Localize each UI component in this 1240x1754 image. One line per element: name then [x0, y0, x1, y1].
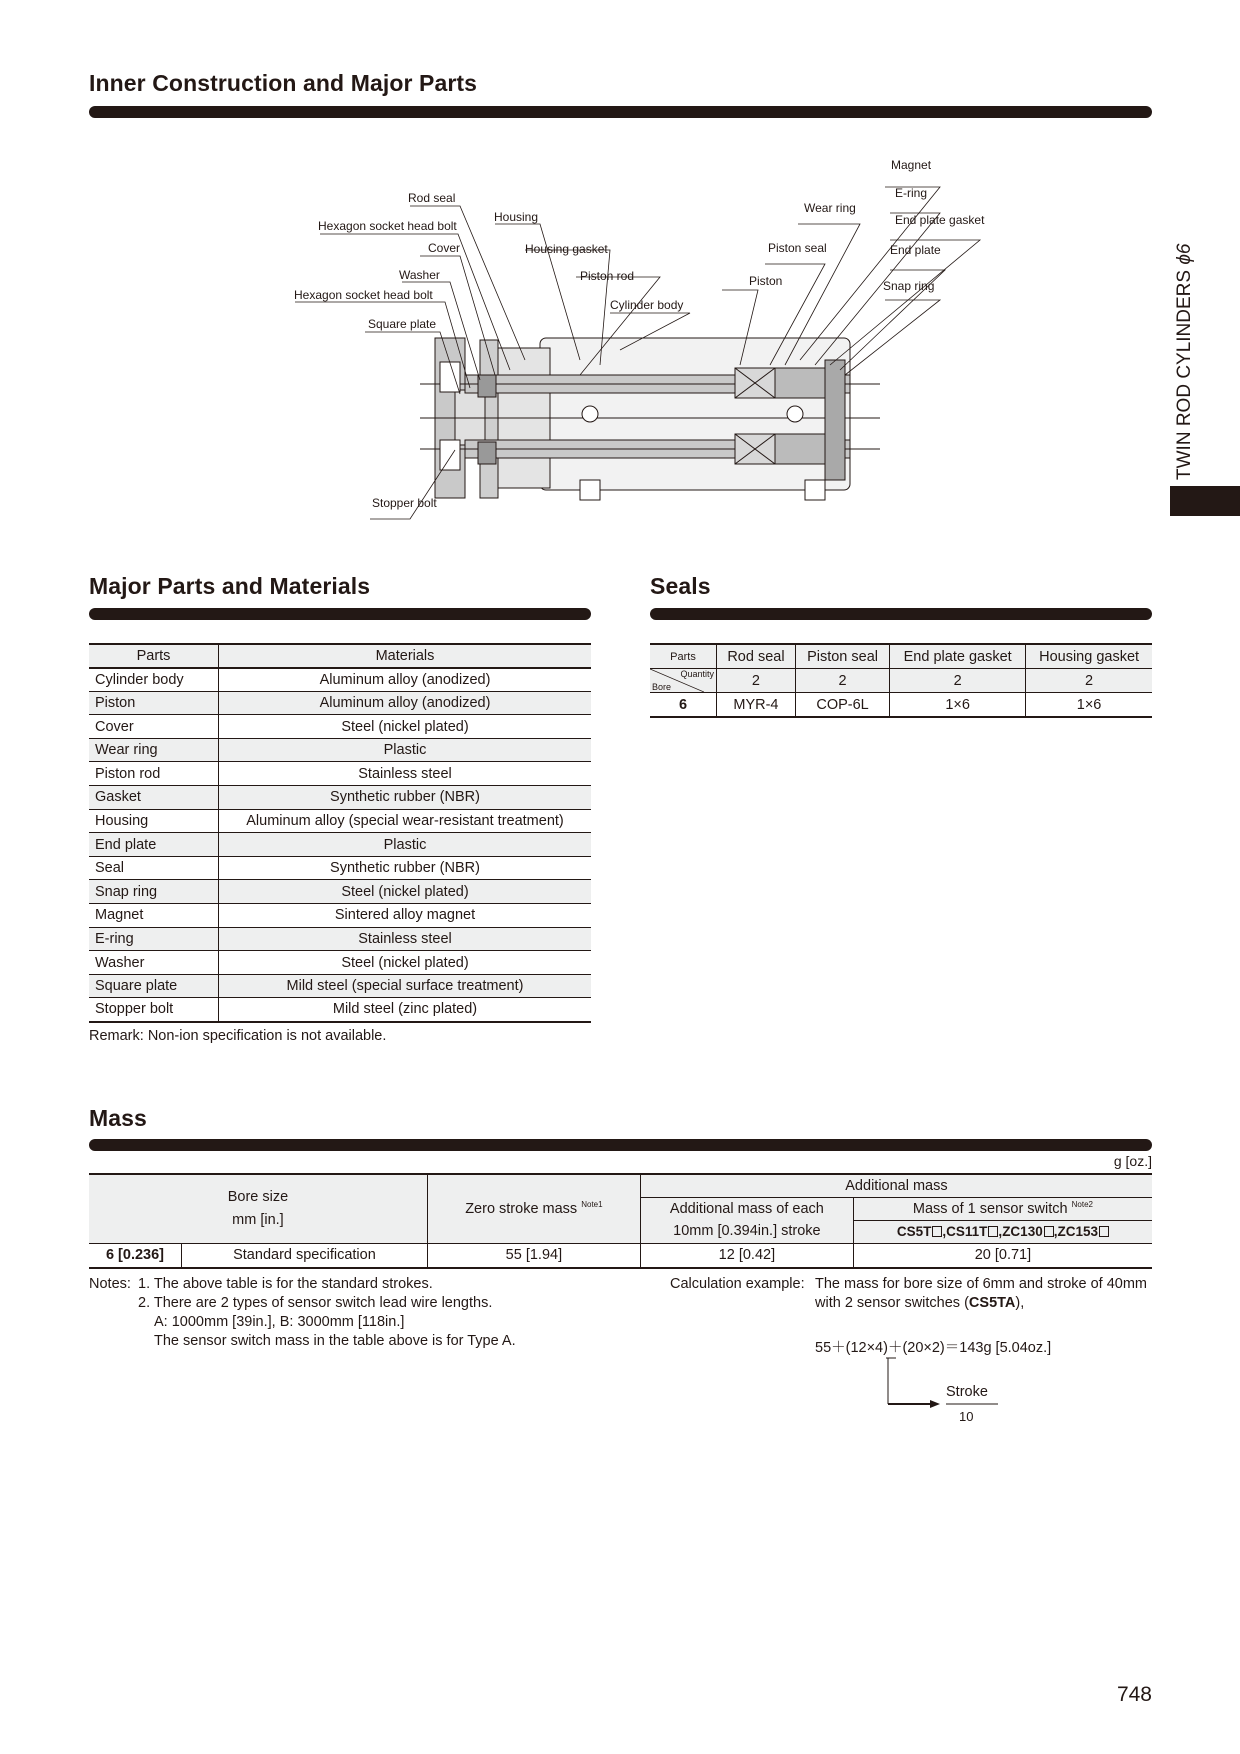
parts-header: Parts [89, 644, 219, 668]
part-cell: Stopper bolt [89, 998, 219, 1022]
part-cell: Snap ring [89, 880, 219, 904]
seals-value: 1×6 [1026, 693, 1152, 718]
seals-quantity-row [650, 669, 1152, 693]
stroke-label: Stroke [946, 1384, 988, 1400]
side-tab [1170, 243, 1240, 520]
label-stopper-bolt: Stopper bolt [372, 496, 437, 510]
mass-zero-stroke: 55 [1.94] [427, 1243, 640, 1268]
section-title-seals: Seals [650, 573, 711, 599]
switch-model: CS5T [896, 1224, 932, 1239]
calc-label: Calculation example: [670, 1276, 805, 1292]
seals-header: Rod seal [717, 644, 796, 669]
material-cell: Plastic [219, 738, 592, 762]
calc-line-1: The mass for bore size of 6mm and stroke of 40mm [815, 1276, 1148, 1292]
corner-quantity: Quantity [680, 669, 714, 679]
per-stroke-label-2: 10mm [0.394in.] stroke [673, 1223, 821, 1239]
part-cell: Cylinder body [89, 668, 219, 692]
part-cell: Housing [89, 809, 219, 833]
side-tab-text: TWIN ROD CYLINDERS [1174, 269, 1195, 480]
material-cell: Steel (nickel plated) [219, 715, 592, 739]
label-piston: Piston [749, 274, 783, 288]
note-2: 2. There are 2 types of sensor switch lead wire lengths. [138, 1295, 493, 1311]
parts-row [89, 738, 591, 762]
parts-row [89, 927, 591, 951]
placeholder-box-icon [932, 1226, 942, 1237]
material-cell: Mild steel (special surface treatment) [219, 974, 592, 998]
material-cell: Synthetic rubber (NBR) [219, 856, 592, 880]
side-tab-block [1170, 486, 1240, 516]
material-cell: Plastic [219, 833, 592, 857]
parts-row [89, 668, 591, 692]
section-title-mass: Mass [89, 1105, 147, 1131]
seals-value: 1×6 [890, 693, 1026, 718]
switch-model: ZC153 [1057, 1224, 1099, 1239]
parts-row [89, 856, 591, 880]
part-cell: Magnet [89, 904, 219, 928]
label-end-plate-gasket: End plate gasket [895, 213, 985, 227]
zero-stroke-label: Zero stroke mass [465, 1201, 578, 1218]
material-cell: Steel (nickel plated) [219, 880, 592, 904]
label-piston-seal: Piston seal [768, 241, 827, 255]
corner-bore: Bore [652, 682, 672, 692]
section-bar [89, 106, 1152, 118]
calc-line-2 [815, 1295, 1024, 1311]
label-housing: Housing [494, 210, 539, 224]
page-number: 748 [1116, 1683, 1152, 1706]
note-1: 1. The above table is for the standard strokes. [138, 1276, 433, 1292]
header-switch-models: CS5T ,CS11T ,ZC130 ,ZC153 [853, 1220, 1152, 1243]
calc-line-2-pre: with 2 sensor switches ( [815, 1295, 969, 1311]
sensor-switch-label: Mass of 1 sensor switch [912, 1201, 1068, 1217]
parts-row [89, 715, 591, 739]
label-hex-bolt-1: Hexagon socket head bolt [318, 219, 457, 233]
notes-label: Notes: [89, 1276, 131, 1292]
section-title-parts-materials: Major Parts and Materials [89, 573, 371, 599]
label-washer: Washer [399, 268, 440, 282]
corner-parts: Parts [650, 644, 717, 669]
material-cell: Sintered alloy magnet [219, 904, 592, 928]
part-cell: End plate [89, 833, 219, 857]
parts-row [89, 762, 591, 786]
mass-spec: Standard specification [182, 1243, 428, 1268]
parts-row [89, 691, 591, 715]
header-per-stroke [640, 1197, 853, 1243]
leader-lines [280, 150, 1020, 520]
mass-sensor: 20 [0.71] [853, 1243, 1152, 1268]
mass-header-row-1 [89, 1174, 1152, 1197]
seals-quantity: 2 [795, 669, 889, 693]
seals-quantity: 2 [1026, 669, 1152, 693]
header-additional-mass: Additional mass [640, 1174, 1152, 1197]
section-bar [89, 1139, 1152, 1151]
stroke-divisor: 10 [959, 1409, 974, 1424]
seals-bore: 6 [650, 693, 717, 718]
part-cell: Piston rod [89, 762, 219, 786]
parts-row [89, 904, 591, 928]
part-cell: Seal [89, 856, 219, 880]
label-hex-bolt-2: Hexagon socket head bolt [294, 288, 433, 302]
part-cell: Square plate [89, 974, 219, 998]
parts-row [89, 833, 591, 857]
material-cell: Aluminum alloy (anodized) [219, 691, 592, 715]
calc-line-2-post: ), [1015, 1295, 1025, 1311]
parts-materials-table [89, 643, 591, 1023]
side-tab-label [1170, 243, 1200, 480]
calc-formula: 55＋(12×4)＋(20×2)＝143g [5.04oz.] [815, 1340, 1052, 1356]
switch-model: ZC130 [1002, 1224, 1043, 1239]
label-snap-ring: Snap ring [883, 279, 935, 293]
label-magnet: Magnet [891, 158, 932, 172]
label-rod-seal: Rod seal [408, 191, 456, 205]
switch-model: CS11T [946, 1224, 988, 1239]
label-wear-ring: Wear ring [804, 201, 856, 215]
seals-header: Housing gasket [1026, 644, 1152, 669]
parts-row [89, 880, 591, 904]
mass-unit: g [oz.] [1113, 1153, 1152, 1169]
label-end-plate: End plate [890, 243, 941, 257]
part-cell: E-ring [89, 927, 219, 951]
seals-header-row [650, 644, 1152, 669]
label-cover: Cover [428, 241, 461, 255]
mass-bore: 6 [0.236] [89, 1243, 182, 1268]
header-sensor-switch [853, 1197, 1152, 1220]
section-title-inner-construction: Inner Construction and Major Parts [89, 70, 478, 96]
per-stroke-label-1: Additional mass of each [669, 1201, 824, 1217]
label-cylinder-body: Cylinder body [610, 298, 684, 312]
label-housing-gasket: Housing gasket [525, 242, 608, 256]
note2-ref: Note2 [1071, 1200, 1093, 1209]
seals-header: End plate gasket [890, 644, 1026, 669]
part-cell: Wear ring [89, 738, 219, 762]
parts-header: Materials [219, 644, 592, 668]
parts-header-row [89, 644, 591, 668]
mass-table [89, 1173, 1152, 1269]
mass-per-10mm: 12 [0.42] [640, 1243, 853, 1268]
part-cell: Cover [89, 715, 219, 739]
cross-section-diagram [280, 150, 1020, 520]
seals-quantity: 2 [890, 669, 1026, 693]
section-bar [89, 608, 591, 620]
material-cell: Stainless steel [219, 927, 592, 951]
material-cell: Aluminum alloy (anodized) [219, 668, 592, 692]
parts-remark: Remark: Non-ion specification is not available. [89, 1028, 387, 1044]
calc-model: CS5TA [968, 1295, 1016, 1311]
part-cell: Gasket [89, 786, 219, 810]
bore-size-label: Bore size [227, 1188, 289, 1205]
material-cell: Stainless steel [219, 762, 592, 786]
parts-row [89, 974, 591, 998]
note-2-detail: A: 1000mm [39in.], B: 3000mm [118in.] [154, 1314, 405, 1330]
bore-unit-label: mm [in.] [232, 1211, 284, 1228]
material-cell: Mild steel (zinc plated) [219, 998, 592, 1022]
note-2-detail-2: The sensor switch mass in the table above is for Type A. [154, 1333, 516, 1349]
label-piston-rod: Piston rod [580, 269, 635, 283]
seals-value: MYR-4 [717, 693, 796, 718]
seals-row [650, 693, 1152, 718]
placeholder-box-icon [1099, 1226, 1109, 1237]
section-bar [650, 608, 1152, 620]
placeholder-box-icon [988, 1226, 998, 1237]
seals-header: Piston seal [795, 644, 889, 669]
material-cell: Synthetic rubber (NBR) [219, 786, 592, 810]
part-cell: Piston [89, 691, 219, 715]
bore-symbol: ϕ6 [1174, 243, 1195, 265]
corner-diagonal-cell [650, 669, 717, 693]
part-cell: Washer [89, 951, 219, 975]
parts-row [89, 786, 591, 810]
label-e-ring: E-ring [895, 186, 928, 200]
parts-row [89, 809, 591, 833]
mass-row [89, 1243, 1152, 1268]
seals-quantity: 2 [717, 669, 796, 693]
placeholder-box-icon [1044, 1226, 1054, 1237]
seals-table [650, 643, 1152, 718]
header-zero-stroke [427, 1174, 640, 1243]
header-bore-size [89, 1174, 427, 1243]
parts-row [89, 998, 591, 1022]
note1-ref: Note1 [581, 1200, 603, 1210]
material-cell: Steel (nickel plated) [219, 951, 592, 975]
label-square-plate: Square plate [368, 317, 437, 331]
parts-row [89, 951, 591, 975]
seals-value: COP-6L [795, 693, 889, 718]
material-cell: Aluminum alloy (special wear-resistant treatment) [219, 809, 592, 833]
